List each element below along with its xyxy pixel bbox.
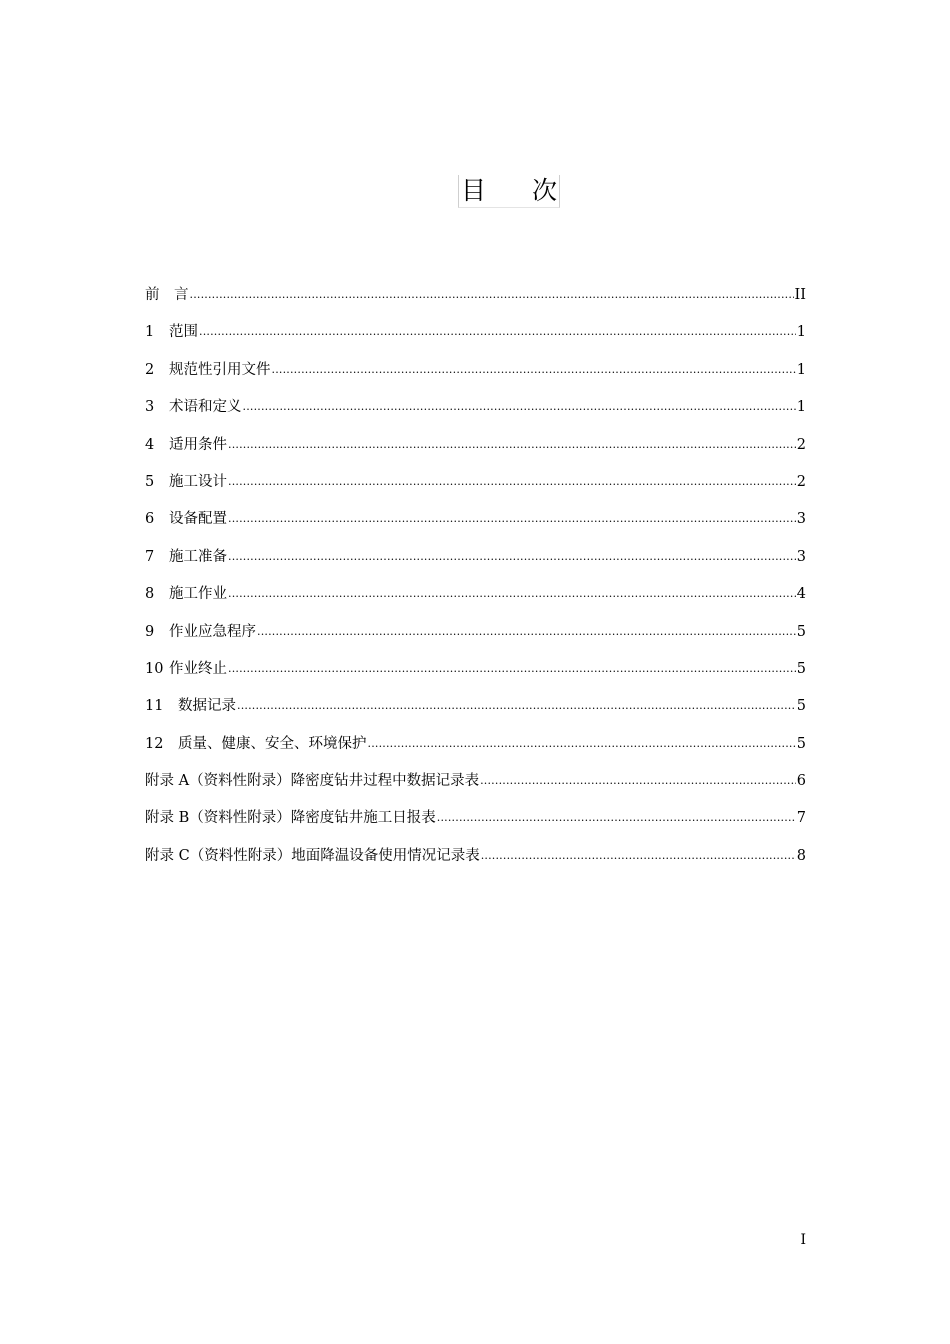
toc-entry-8[interactable]	[145, 582, 806, 619]
title-char-1: 目	[461, 176, 487, 205]
toc-entry-11[interactable]	[145, 694, 806, 731]
toc-entry-number: 5	[145, 473, 155, 490]
toc-entry-number: 8	[145, 586, 155, 603]
toc-entry-text: 适用条件	[169, 436, 227, 453]
toc-entry-page: 8	[796, 847, 806, 864]
toc-entry-1[interactable]	[145, 320, 806, 357]
title-char-2: 次	[531, 176, 557, 205]
toc-entry-3[interactable]	[145, 395, 806, 432]
toc-entry-5[interactable]	[145, 470, 806, 507]
toc-entry-page: 5	[796, 660, 806, 677]
toc-entry-text: 作业终止	[169, 660, 227, 677]
toc-entry-2[interactable]	[145, 358, 806, 395]
toc-leader	[228, 506, 796, 531]
toc-entry-page: 4	[796, 586, 806, 603]
toc-entry-page: 3	[796, 511, 806, 528]
footer-page-number: I	[800, 1232, 806, 1248]
toc-entry-text: 施工设计	[169, 473, 227, 490]
toc-entry-text: 附录 A（资料性附录）降密度钻井过程中数据记录表	[145, 773, 480, 790]
toc-entry-number: 7	[145, 548, 155, 565]
toc-entry-page: 2	[796, 473, 806, 490]
toc-entry-page: 1	[796, 324, 806, 341]
toc-entry-text: 施工准备	[169, 548, 227, 565]
toc-leader	[228, 432, 796, 457]
toc-leader	[437, 805, 796, 830]
toc-entry-text: 术语和定义	[169, 399, 242, 416]
toc-entry-page: 5	[796, 623, 806, 640]
toc-entry-9[interactable]	[145, 620, 806, 657]
table-of-contents	[145, 283, 806, 881]
toc-entry-10[interactable]	[145, 657, 806, 694]
page-title	[458, 175, 560, 208]
toc-entry-12[interactable]	[145, 732, 806, 769]
toc-entry-number: 11	[145, 698, 164, 715]
toc-entry-number: 4	[145, 436, 155, 453]
toc-entry-text: 质量、健康、安全、环境保护	[178, 735, 367, 752]
toc-leader	[228, 656, 796, 681]
toc-entry-page: 2	[796, 436, 806, 453]
toc-entry-6[interactable]	[145, 507, 806, 544]
toc-entry-number: 6	[145, 511, 155, 528]
toc-leader	[237, 693, 796, 718]
toc-entry-text: 设备配置	[169, 511, 227, 528]
toc-entry-text: 范围	[169, 324, 198, 341]
toc-entry-number: 12	[145, 735, 164, 752]
toc-leader	[190, 282, 794, 307]
toc-leader	[199, 319, 796, 344]
toc-entry-page: II	[794, 287, 806, 303]
toc-entry-number: 9	[145, 623, 155, 640]
toc-entry-number: 3	[145, 399, 155, 416]
toc-leader	[272, 357, 796, 382]
toc-entry-page: 1	[796, 361, 806, 378]
toc-leader	[228, 581, 796, 606]
toc-entry-page: 6	[796, 773, 806, 790]
toc-leader	[228, 544, 796, 569]
toc-entry-text: 规范性引用文件	[169, 361, 271, 378]
toc-leader	[481, 843, 796, 868]
toc-entry-page: 1	[796, 399, 806, 416]
toc-entry-appendix-c[interactable]	[145, 844, 806, 881]
toc-entry-page: 5	[796, 698, 806, 715]
toc-leader	[228, 469, 796, 494]
toc-entry-text: 附录 B（资料性附录）降密度钻井施工日报表	[145, 810, 436, 827]
toc-entry-7[interactable]	[145, 545, 806, 582]
toc-entry-4[interactable]	[145, 433, 806, 470]
toc-leader	[243, 394, 796, 419]
toc-entry-text: 施工作业	[169, 586, 227, 603]
toc-entry-text: 作业应急程序	[169, 623, 256, 640]
toc-leader	[368, 731, 796, 756]
toc-entry-number: 10	[145, 660, 164, 677]
toc-entry-number: 2	[145, 361, 155, 378]
toc-entry-number: 1	[145, 324, 155, 341]
toc-entry-foreword[interactable]	[145, 283, 806, 320]
toc-entry-page: 5	[796, 735, 806, 752]
toc-entry-appendix-b[interactable]	[145, 806, 806, 843]
toc-entry-appendix-a[interactable]	[145, 769, 806, 806]
toc-entry-text: 前 言	[145, 287, 189, 303]
toc-entry-text: 数据记录	[178, 698, 236, 715]
toc-leader	[480, 768, 796, 793]
toc-entry-page: 3	[796, 548, 806, 565]
toc-leader	[257, 619, 796, 644]
toc-entry-page: 7	[796, 810, 806, 827]
toc-entry-text: 附录 C（资料性附录）地面降温设备使用情况记录表	[145, 847, 480, 864]
